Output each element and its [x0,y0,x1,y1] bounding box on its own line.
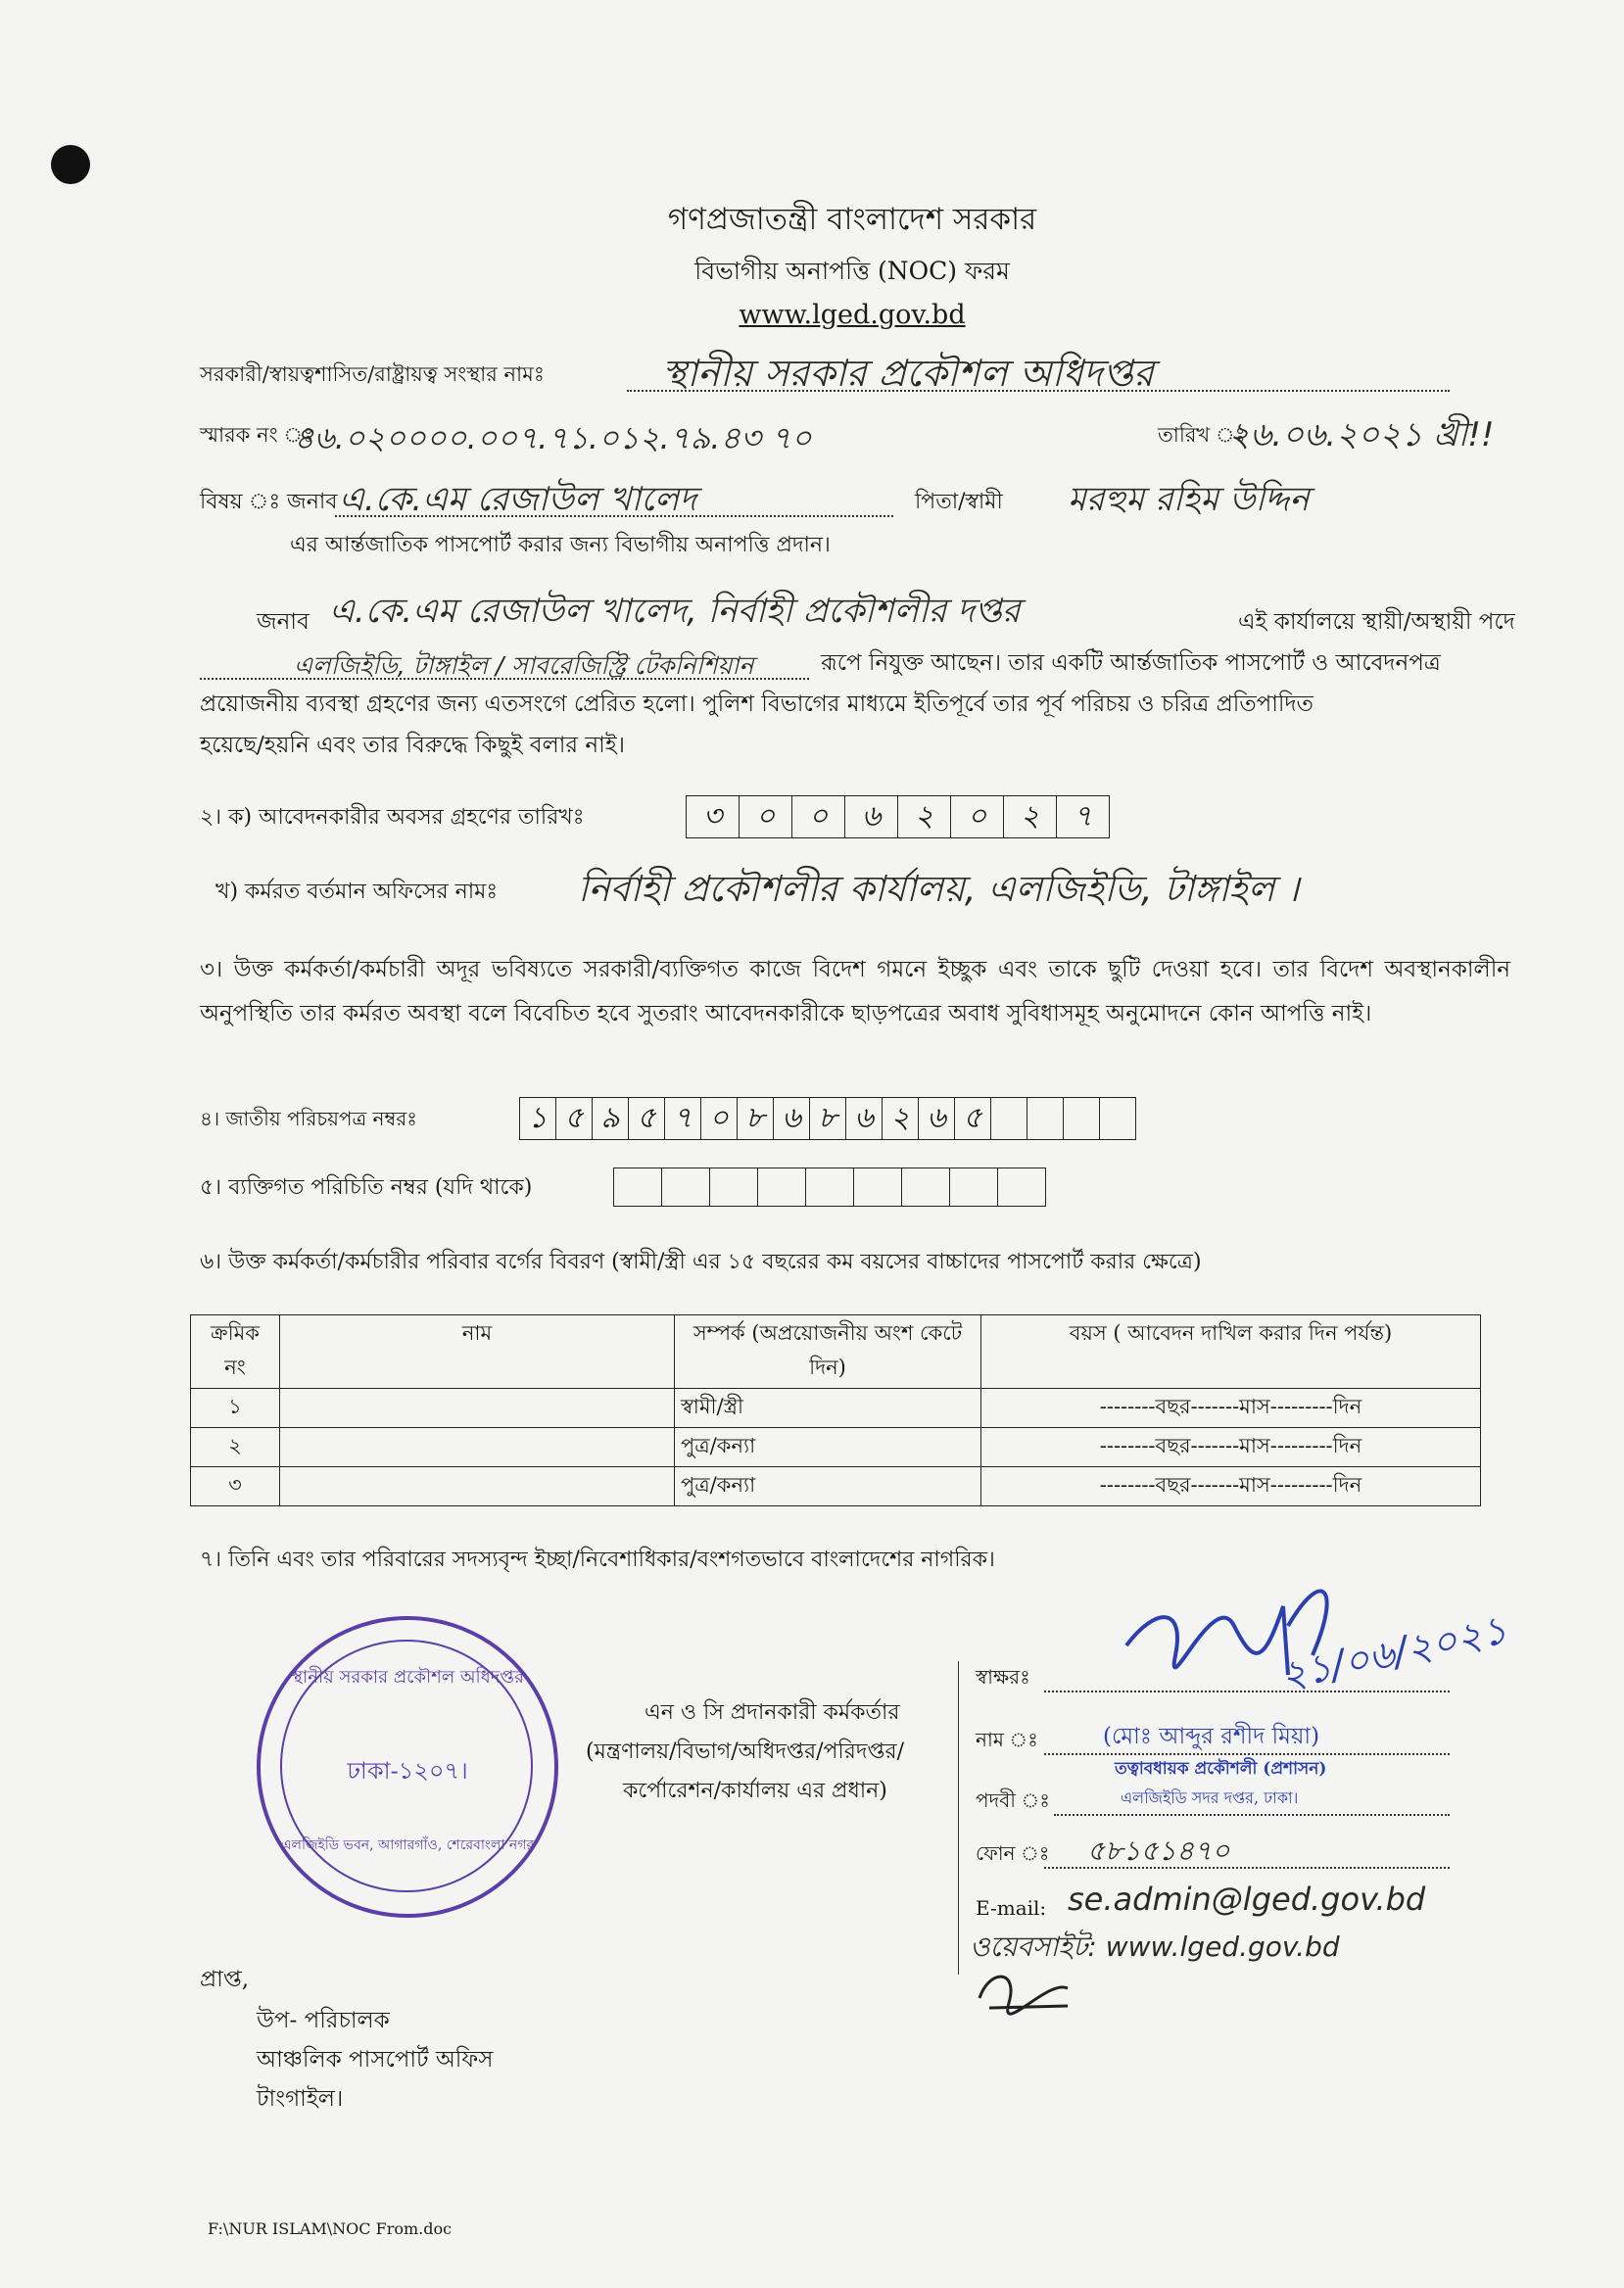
family-table [190,1314,1481,1506]
pin-digit [902,1168,950,1206]
name-value: (মোঃ আব্দুর রশীদ মিয়া) [1103,1724,1320,1749]
recipient-line1: উপ- পরিচালক [257,2008,390,2033]
nid-digit: ১ [520,1098,556,1139]
email-label: E-mail: [976,1896,1047,1920]
family-table-header [191,1315,1481,1389]
nid-digit [1100,1098,1135,1139]
row-name [280,1389,675,1428]
pin-digit [998,1168,1045,1206]
subject-name: এ.কে.এম রেজাউল খালেদ [339,480,697,519]
body-text1: এই কার্যালয়ে স্থায়ী/অস্থায়ী পদে [1238,609,1515,635]
row-relation: পুত্র/কন্যা [675,1467,981,1506]
email-value: se.admin@lged.gov.bd [1068,1881,1426,1918]
nid-digit: ৬ [774,1098,810,1139]
issuer-line1: এন ও সি প্রদানকারী কর্মকর্তার [645,1700,900,1725]
body-name: এ.কে.এম রেজাউল খালেদ, নির্বাহী প্রকৌশলীর দপ্তর [329,592,1021,631]
nid-digit [1064,1098,1100,1139]
subject-label: বিষয় ঃ জনাব [200,490,338,514]
col-relation: সম্পর্ক (অপ্রয়োজনীয় অংশ কেটে দিন) [675,1315,981,1389]
office-value: নির্বাহী প্রকৌশলীর কার্যালয়, এলজিইডি, টাঙ্গাইল । [578,868,1300,910]
nid-digit: ৫ [556,1098,593,1139]
pin-digit [758,1168,806,1206]
col-serial: ক্রমিক নং [191,1315,280,1389]
retirement-digit: ০ [740,796,792,837]
seal-top-text: স্থানীয় সরকার প্রকৌশল অধিদপ্তর [291,1667,524,1688]
phone-value: ৫৮১৫১৪৭০ [1087,1835,1230,1867]
nid-digit: ৮ [810,1098,846,1139]
nid-digit: ৮ [738,1098,774,1139]
retirement-digit: ৬ [845,796,898,837]
pin-digit [806,1168,854,1206]
retirement-label: ২। ক) আবেদনকারীর অবসর গ্রহণের তারিখঃ [200,805,585,830]
nid-label: ৪। জাতীয় পরিচয়পত্র নম্বরঃ [200,1107,417,1130]
nid-digit: ২ [883,1098,919,1139]
website-handwritten: ওয়েবসাইট: www.lged.gov.bd [970,1930,1340,1963]
row-relation: স্বামী/স্ত্রী [675,1389,981,1428]
row-age: --------বছর-------মাস---------দিন [981,1389,1481,1428]
col-name: নাম [280,1315,675,1389]
row-name [280,1428,675,1467]
pin-digit [710,1168,758,1206]
retirement-digit: ২ [898,796,951,837]
nid-digit [991,1098,1027,1139]
header-website: www.lged.gov.bd [739,300,966,330]
nid-boxes [519,1097,1136,1140]
father-label: পিতা/স্বামী [915,490,1003,514]
footer-path: F:\NUR ISLAM\NOC From.doc [208,2219,453,2238]
row-name [280,1467,675,1506]
issuer-line2: (মন্ত্রণালয়/বিভাগ/অধিদপ্তর/পরিদপ্তর/ [586,1740,904,1764]
form-title: বিভাগীয় অনাপত্তি (NOC) ফরম [694,257,1010,285]
nid-digit: ০ [701,1098,738,1139]
body-text2: রূপে নিযুক্ত আছেন। তার একটি আর্ন্তজাতিক পাসপোর্ট ও আবেদনপত্র [821,650,1441,676]
family-label: ৬। উক্ত কর্মকর্তা/কর্মচারীর পরিবার বর্গের বিবরণ (স্বামী/স্ত্রী এর ১৫ বছরের কম বয়সের বাচ্চাদের পাসপোর্ট করার ক্ষেত্রে) [200,1250,1202,1274]
recipient-to: প্রাপ্ত, [200,1967,250,1992]
table-row [191,1389,1481,1428]
item7-text: ৭। তিনি এবং তার পরিবারের সদস্যবৃন্দ ইচ্ছা/নিবেশাধিকার/বংশগতভাবে বাংলাদেশের নাগরিক। [200,1548,995,1572]
org-value: স্থানীয় সরকার প্রকৌশল অধিদপ্তর [662,352,1154,395]
retirement-digit: ২ [1004,796,1057,837]
date-label: তারিখ ঃ [1158,423,1246,447]
post-label: পদবী ঃ [976,1788,1050,1812]
nid-digit: ৫ [955,1098,991,1139]
role-stamp: তত্বাবধায়ক প্রকৌশলী (প্রশাসন) [1115,1759,1327,1779]
table-row [191,1428,1481,1467]
item3-paragraph: ৩। উক্ত কর্মকর্তা/কর্মচারী অদূর ভবিষ্যতে সরকারী/ব্যক্তিগত কাজে বিদেশ গমনে ইচ্ছুক এবং তাকে ছুটি দেওয়া হবে। তার বিদেশ অবস্থানকালীন অনুপস্থিতি তার কর্মরত অবস্থা বলে বিবেচিত হবে সুতরাং আবেদনকারীকে ছাড়পত্রের অবাধ সুবিধাসমূহ অনুমোদনে কোন আপত্তি নাই। [200,957,1510,1026]
table-row [191,1467,1481,1506]
name-dotted-line [1044,1753,1450,1755]
body-text3: প্রয়োজনীয় ব্যবস্থা গ্রহণের জন্য এতসংগে প্রেরিত হলো। পুলিশ বিভাগের মাধ্যমে ইতিপূর্বে তার পূর্ব পরিচয় ও চরিত্র প্রতিপাদিত [200,691,1314,717]
name-label: নাম ঃ [976,1728,1038,1751]
row-age: --------বছর-------মাস---------দিন [981,1428,1481,1467]
row-age: --------বছর-------মাস---------দিন [981,1467,1481,1506]
row-relation: পুত্র/কন্যা [675,1428,981,1467]
post-dotted-line [1054,1814,1450,1816]
issuer-line3: কর্পোরেশন/কার্যালয় এর প্রধান) [623,1779,887,1803]
pin-boxes [613,1168,1046,1207]
father-name: মরহুম রহিম উদ্দিন [1068,480,1310,519]
memo-value: ৪৬.০২০০০০.০০৭.৭১.০১২.৭৯.৪৩ ৭০ [294,419,812,456]
signature-divider [958,1661,959,1975]
office-seal [257,1616,558,1918]
page-title: গণপ্রজাতন্ত্রী বাংলাদেশ সরকার [667,202,1037,237]
org-label: সরকারী/স্বায়ত্বশাসিত/রাষ্ট্রায়ত্ব সংস্থার নামঃ [200,362,545,386]
col-age: বয়স ( আবেদন দাখিল করার দিন পর্যন্ত) [981,1315,1481,1389]
phone-label: ফোন ঃ [976,1841,1050,1865]
retirement-digit: ৩ [687,796,740,837]
nid-digit: ৫ [629,1098,665,1139]
nid-digit [1027,1098,1064,1139]
nid-digit: ৬ [846,1098,883,1139]
office-label: খ) কর্মরত বর্তমান অফিসের নামঃ [215,880,499,904]
nid-digit: ৭ [665,1098,701,1139]
pin-digit [662,1168,710,1206]
retirement-digit: ০ [951,796,1004,837]
sign-label: স্বাক্ষরঃ [976,1665,1030,1689]
nid-digit: ৯ [593,1098,629,1139]
nid-digit: ৬ [919,1098,955,1139]
subject-line2: এর আর্ন্তজাতিক পাসপোর্ট করার জন্য বিভাগীয় অনাপত্তি প্রদান। [290,533,831,557]
row-serial: ১ [191,1389,280,1428]
pin-digit [854,1168,902,1206]
body-mr: জনাব [257,609,310,635]
seal-middle-text: ঢাকা-১২০৭। [347,1757,468,1785]
sign-date: ২১/০৬/২০২১ [1276,1607,1511,1699]
post-value: এলজিইডি সদর দপ্তর, ঢাকা। [1121,1788,1299,1807]
retirement-digit: ০ [792,796,845,837]
punch-hole [51,145,90,184]
body-text4: হয়েছে/হয়নি এবং তার বিরুদ্ধে কিছুই বলার নাই। [200,733,625,758]
seal-bottom-text: এলজিইডি ভবন, আগারগাঁও, শেরেবাংলা নগর [280,1837,535,1853]
body-designation: এলজিইডি, টাঙ্গাইল / সাবরেজিস্ট্রি টেকনিশিয়ান [294,651,754,680]
pin-digit [614,1168,662,1206]
memo-label: স্মারক নং ঃ [200,423,314,447]
pin-label: ৫। ব্যক্তিগত পরিচিতি নম্বর (যদি থাকে) [200,1175,533,1200]
date-value: ২৬.০৬.২০২১ খ্রী!! [1228,415,1495,454]
recipient-line2: আঞ্চলিক পাসপোর্ট অফিস [257,2047,494,2073]
initial-scribble-icon [970,1959,1087,2018]
retirement-date-boxes [686,795,1110,838]
pin-digit [950,1168,998,1206]
recipient-line3: টাংগাইল। [257,2086,344,2112]
row-serial: ২ [191,1428,280,1467]
retirement-digit: ৭ [1073,799,1093,834]
row-serial: ৩ [191,1467,280,1506]
